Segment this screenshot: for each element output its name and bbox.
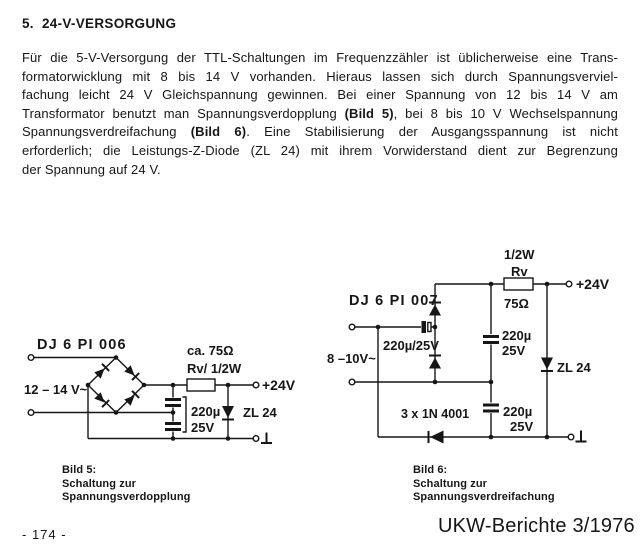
section-title: 5. 24-V-VERSORGUNG <box>22 16 177 31</box>
zener-diode-icon <box>222 406 234 420</box>
zener-diode-icon <box>541 358 553 372</box>
body-line: der Spannung auf 24 V. <box>22 161 161 177</box>
ground-icon <box>576 431 587 442</box>
body-line: erforderlich; die Leistungs-Z-Diode (ZL 24) mit ihrem Vorwiderstand dient zur Begrenzung <box>22 142 618 158</box>
series-cap-label: 220µ/25V <box>383 338 439 353</box>
caption-line: Spannungsverdopplung <box>62 491 191 503</box>
caption-line: Bild 6: <box>413 464 448 476</box>
capacitor2-voltage-label: 25V <box>510 419 534 434</box>
capacitor2-value-label: 220µ <box>503 404 533 419</box>
journal-name: UKW-Berichte 3/1976 <box>438 515 635 537</box>
caption-line: Bild 5: <box>62 464 97 476</box>
capacitor-voltage-label: 25V <box>191 420 215 435</box>
ground-icon <box>261 433 272 444</box>
caption-line: Spannungsverdreifachung <box>413 491 555 503</box>
body-line: Spannungsverdreifachung (Bild 6). Eine Stabilisierung der Ausgangsspannung ist nicht <box>22 124 618 140</box>
diode-type-label: 3 x 1N 4001 <box>401 407 470 421</box>
capacitor1-voltage-label: 25V <box>502 343 526 358</box>
input-voltage-label: 8 –10V~ <box>327 351 376 366</box>
zener-label: ZL 24 <box>243 405 277 420</box>
figure6-caption <box>413 464 555 505</box>
resistor-value-label: 75Ω <box>504 296 529 311</box>
diode-icon <box>429 431 444 444</box>
body-text <box>22 49 618 179</box>
zener-label: ZL 24 <box>557 360 591 375</box>
bridge-diode-icon <box>124 391 139 406</box>
body-line: formatorwicklung mit 8 bis 14 V vorhanden. Hieraus lassen sich durch Spannungsverviel- <box>22 68 618 84</box>
resistor-name-label: Rv/ 1/2W <box>187 361 242 376</box>
figure5-caption <box>62 464 191 505</box>
capacitor-icon <box>483 405 499 411</box>
capacitor-icon <box>483 337 499 343</box>
resistor-power-label: 1/2W <box>504 247 535 262</box>
caption-line: Schaltung zur <box>62 477 137 490</box>
body-line: Für die 5-V-Versorgung der TTL-Schaltungen im Frequenzzähler ist üblicherweise eine Trans- <box>22 50 618 65</box>
capacitor-icon <box>165 397 186 432</box>
capacitor1-value-label: 220µ <box>502 328 532 343</box>
device-label: DJ 6 PI 006 <box>37 337 127 353</box>
capacitor-value-label: 220µ <box>191 404 221 419</box>
figure6-schematic <box>325 240 625 450</box>
resistor-icon <box>504 278 533 290</box>
body-line: fachung leicht 24 V Gleichspannung gewinnen. Bei einer Spannung von 12 bis 14 V am <box>22 87 618 103</box>
input-voltage-label: 12 – 14 V~ <box>24 382 88 397</box>
output-voltage-label: +24V <box>576 276 610 292</box>
bridge-rectifier-icon <box>88 358 144 413</box>
resistor-icon <box>187 379 215 391</box>
body-line: Transformator benutzt man Spannungsverdopplung (Bild 5), bei 8 bis 10 V Wechselspannung <box>22 105 618 121</box>
resistor-value-label: ca. 75Ω <box>187 343 234 358</box>
figure5-schematic <box>20 330 320 455</box>
series-capacitor-icon <box>422 321 432 333</box>
caption-line: Schaltung zur <box>413 477 488 490</box>
device-label: DJ 6 PI 007 <box>349 293 439 309</box>
output-voltage-label: +24V <box>262 377 296 393</box>
resistor-name-label: Rv <box>511 264 528 279</box>
page-number: - 174 - <box>22 527 67 542</box>
bridge-diode-icon <box>94 392 109 407</box>
